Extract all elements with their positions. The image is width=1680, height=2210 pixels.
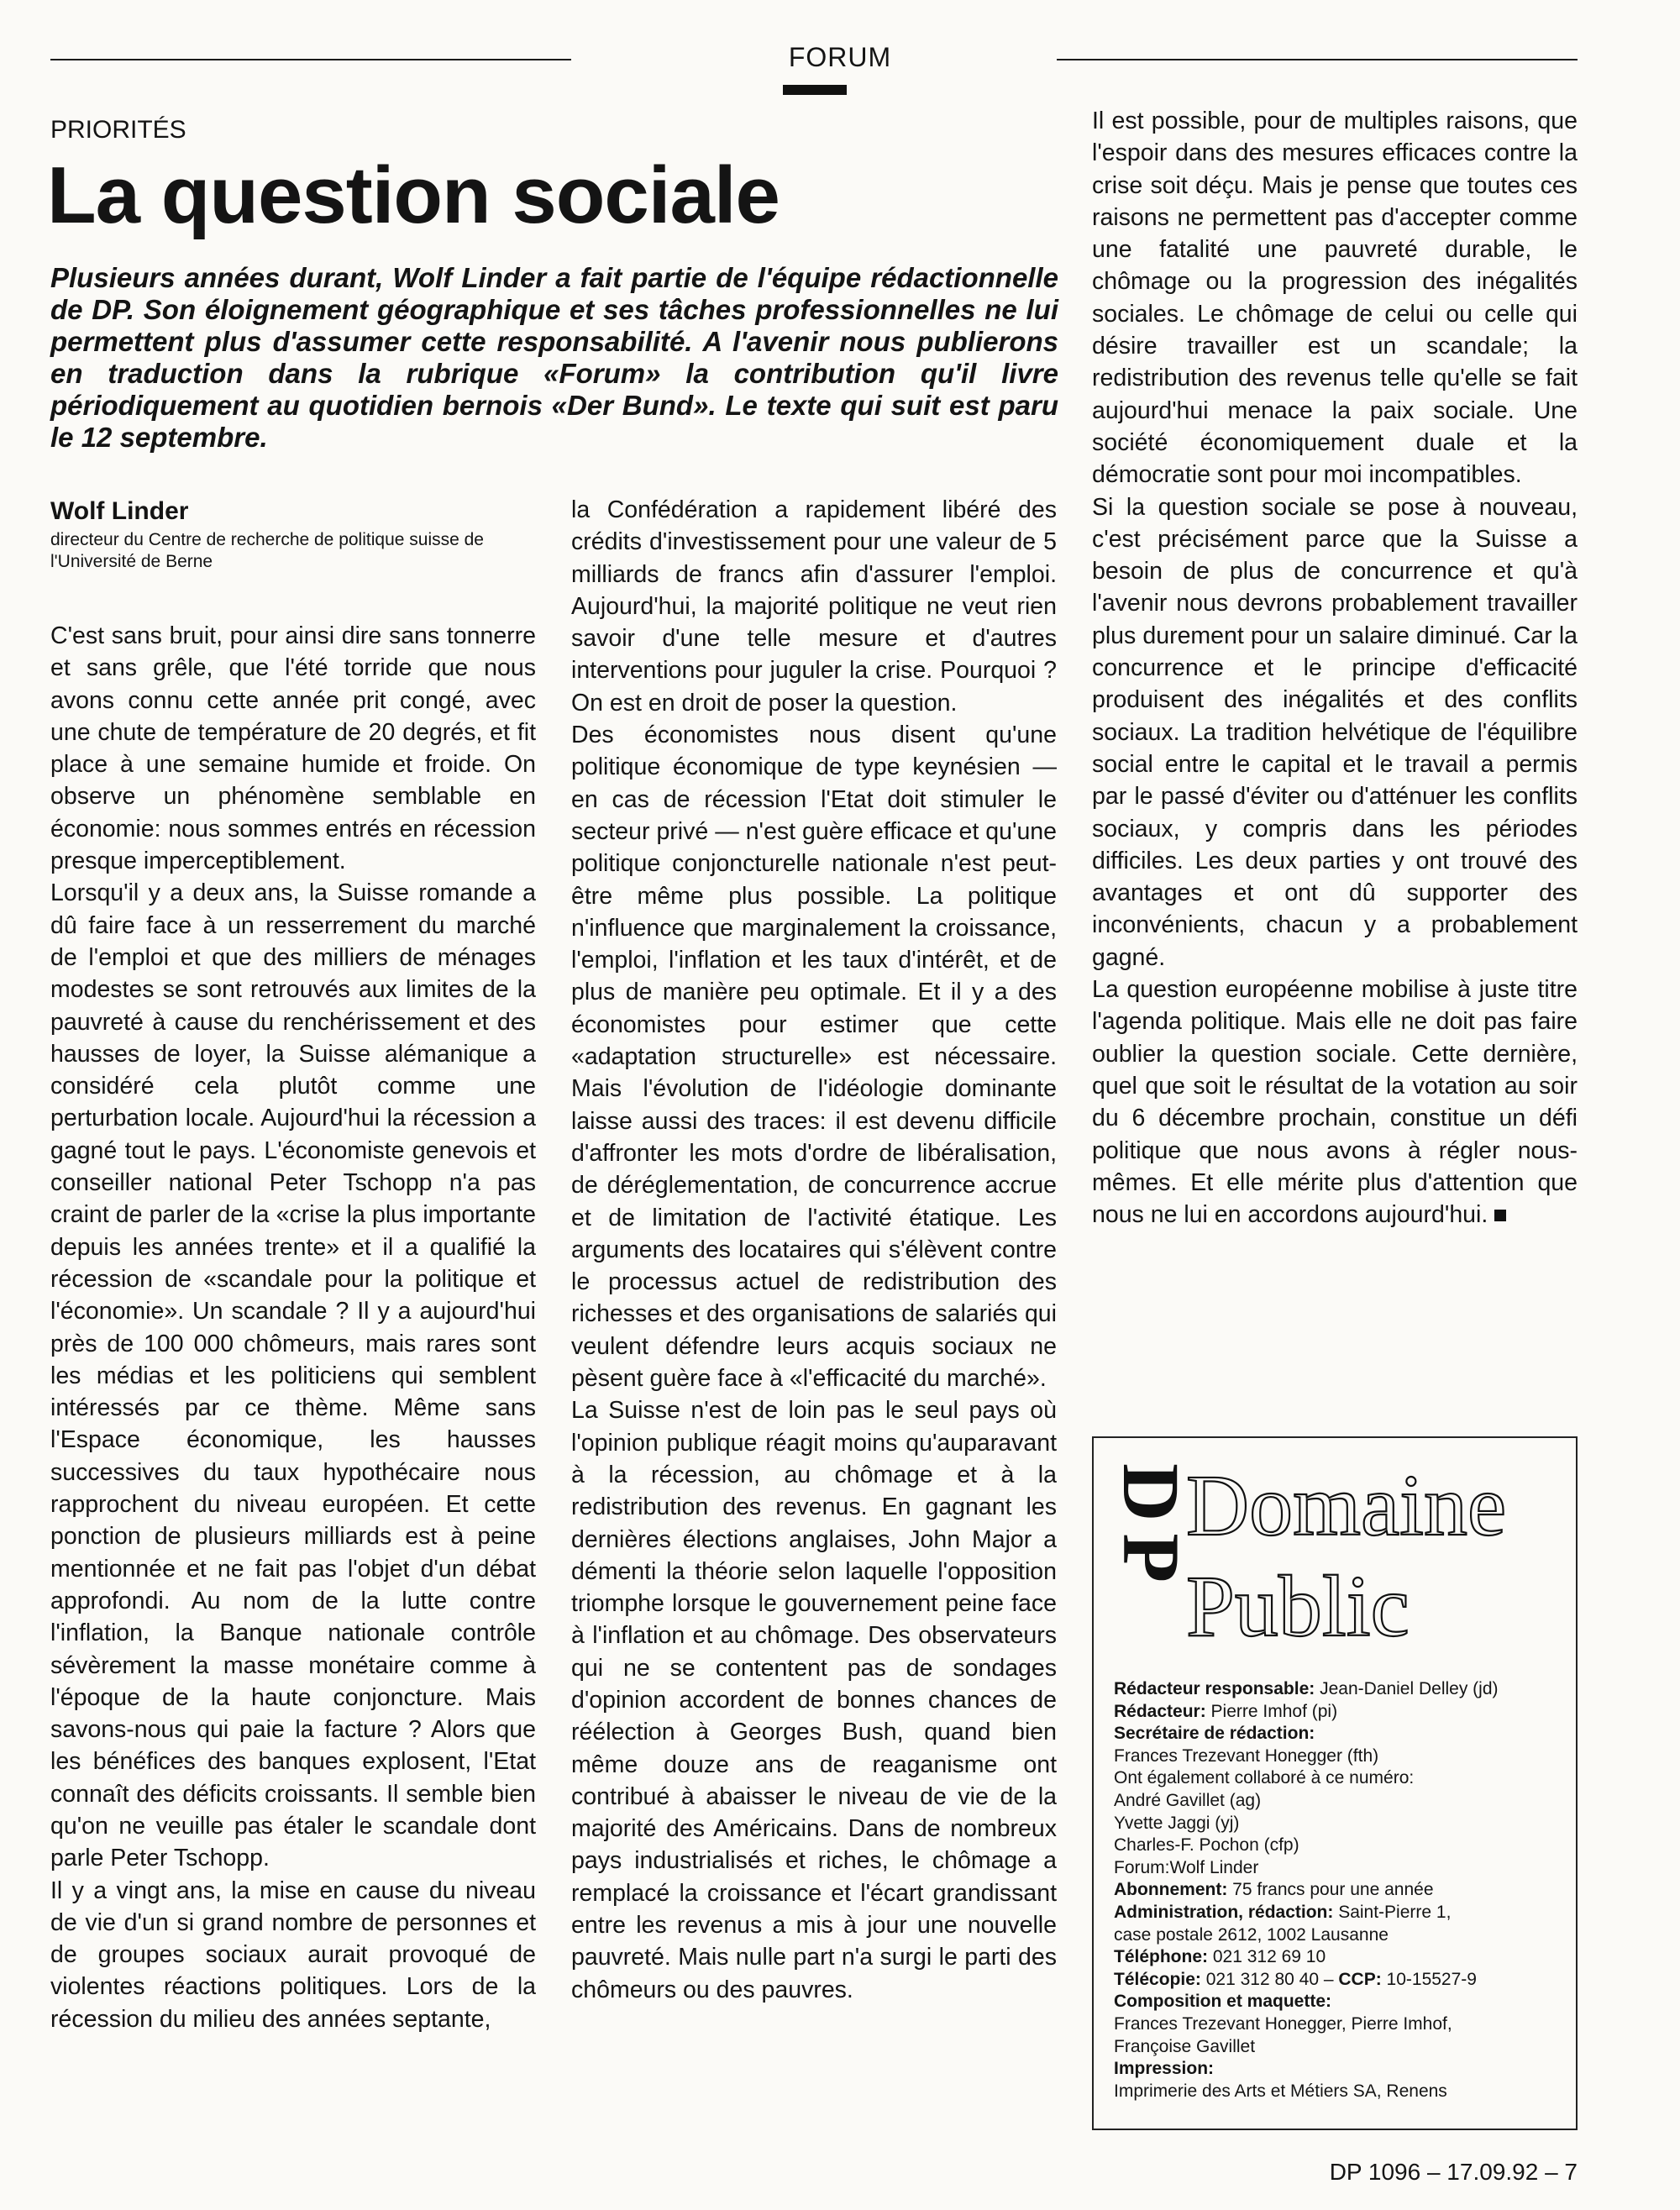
article-kicker: PRIORITÉS: [50, 116, 186, 144]
credit-line: André Gavillet (ag): [1114, 1790, 1262, 1810]
section-label: FORUM: [788, 42, 892, 72]
paragraph: Des économistes nous disent qu'une politique économique de type keynésien — en cas de récession l'Etat doit stimuler le secteur privé — n'est guère efficace et qu'une politique conjoncturelle nationale n'est peut-être même plus possible. La politique n'influence que marginalement la croissance, l'emploi, l'inflation et les taux d'intérêt, et de plus de manière peu optimale. Et il y a des économistes pour estimer que cette «adaptation structurelle» est nécessaire. Mais l'évolution de l'idéologie dominante laisse aussi des traces: il est devenu difficile d'affronter les mots d'ordre de libéralisation, de déréglementation, de concurrence accrue et de limitation de l'activité étatique. Les arguments des locataires qui s'élèvent contre le processus actuel de redistribution des richesses et des organisations de salariés qui veulent défendre leurs acquis sociaux ne pèsent guère face à «l'efficacité du marché».: [571, 722, 1057, 1393]
paragraph: C'est sans bruit, pour ainsi dire sans tonnerre et sans grêle, que l'été torride que nous avons connu cette année prit congé, avec une chute de température de 20 degrés, et fit place à une semaine humide et froide. On observe un phénomène semblable en économie: nous sommes entrés en récession presque imperceptiblement.: [50, 622, 536, 875]
credit-line: Secrétaire de rédaction:: [1114, 1724, 1315, 1744]
masthead-credits: [1114, 1678, 1567, 2102]
credit-line: Rédacteur responsable: Jean-Daniel Delley (jd): [1114, 1679, 1499, 1698]
credit-line: Imprimerie des Arts et Métiers SA, Renens: [1114, 2081, 1447, 2101]
credit-line: Téléphone: 021 312 69 10: [1114, 1947, 1326, 1967]
credit-line: Charles-F. Pochon (cfp): [1114, 1835, 1299, 1856]
credit-line: Impression:: [1114, 2059, 1215, 2079]
dp-logo-initials: [1106, 1455, 1196, 1656]
credit-line: Ont également collaboré à ce numéro:: [1114, 1768, 1415, 1788]
credit-line: Administration, rédaction: Saint-Pierre 1,: [1114, 1902, 1452, 1922]
credit-line: case postale 2612, 1002 Lausanne: [1114, 1924, 1389, 1945]
credit-line: Composition et maquette:: [1114, 1992, 1332, 2012]
credit-line: Forum:Wolf Linder: [1114, 1857, 1259, 1877]
paragraph: [1092, 974, 1578, 1231]
paragraph: Si la question sociale se pose à nouveau, c'est précisément parce que la Suisse a besoin de plus de concurrence et qu'à l'avenir nous devrons probablement travailler plus durement pour un salaire diminué. Car la concurrence et le principe d'efficacité produisent des inégalités et des conflits sociaux. La tradition helvétique de l'équilibre social entre le capital et le travail a permis par le passé d'éviter ou d'atténuer les conflits sociaux, y compris dans les périodes difficiles. Les deux parties y ont trouvé des avantages et ont dû supporter des inconvénients, chacun y a probablement gagné.: [1092, 493, 1578, 971]
credit-line: Frances Trezevant Honegger, Pierre Imhof,: [1114, 2013, 1452, 2034]
paragraph: La Suisse n'est de loin pas le seul pays où l'opinion publique réagit moins qu'auparavant à la récession, au chômage et à la redistribution des revenus. En gagnant les dernières élections anglaises, John Major a démenti la théorie selon laquelle l'opposition triomphe lorsque le gouvernement peine face à l'inflation et au chômage. Des observateurs qui ne se contentent pas de sondages d'opinion accordent de bonnes chances de réélection à Georges Bush, quand bien même douze ans de reaganisme ont contribué à abaisser le niveau de vie de la majorité des Américains. Dans de nombreux pays industrialisés et riches, le chômage a remplacé la croissance et l'écart grandissant entre les revenus a mis à jour une nouvelle pauvreté. Mais nulle part n'a surgi le parti des chômeurs ou des pauvres.: [571, 1397, 1057, 2003]
article-column-3: [1092, 105, 1578, 1231]
paragraph: la Confédération a rapidement libéré des crédits d'investissement pour une valeur de 5 milliards de francs afin d'assurer l'emploi. Aujourd'hui, la majorité politique ne veut rien savoir d'une telle mesure et d'autres interventions pour juguler la crise. Pourquoi ? On est en droit de poser la question.: [571, 496, 1057, 717]
credit-line: Françoise Gavillet: [1114, 2036, 1256, 2056]
article-title: La question sociale: [47, 150, 780, 240]
credit-line: Yvette Jaggi (yj): [1114, 1813, 1240, 1833]
domaine-public-logo: [1186, 1446, 1572, 1656]
paragraph: Il est possible, pour de multiples raisons, que l'espoir dans des mesures efficaces contre la crise soit déçu. Mais je pense que toutes ces raisons ne permettent pas d'accepter comme une fatalité une pauvreté durable, le chômage ou la progression des inégalités sociales. Le chômage de celui ou celle qui désire travailler est un scandale; la redistribution des revenus telle qu'elle se fait aujourd'hui menace la paix sociale. Une société économiquement duale et la démocratie sont pour moi incompatibles.: [1092, 108, 1578, 489]
logo-line-2: Public: [1186, 1558, 1410, 1655]
credit-line: Télécopie: 021 312 80 40 – CCP: 10-15527-9: [1114, 1969, 1477, 1989]
masthead-box: [1092, 1436, 1578, 2130]
credit-line: Frances Trezevant Honegger (fth): [1114, 1745, 1379, 1766]
logo-initials-text: DP: [1106, 1463, 1196, 1594]
credit-line: Rédacteur: Pierre Imhof (pi): [1114, 1701, 1338, 1721]
author-role: directeur du Centre de recherche de politique suisse de l'Université de Berne: [50, 530, 484, 571]
end-of-article-icon: [1494, 1210, 1506, 1221]
credit-line: Abonnement: 75 francs pour une année: [1114, 1880, 1434, 1900]
paragraph: Lorsqu'il y a deux ans, la Suisse romande a dû faire face à un resserrement du marché de l'emploi et que des milliers de ménages modestes se sont retrouvés aux limites de la pauvreté à cause du renchérissement et des hausses de loyer, la Suisse alémanique a considéré cela plutôt comme une perturbation locale. Aujourd'hui la récession a gagné tout le pays. L'économiste genevois et conseiller national Peter Tschopp n'a pas craint de parler de la «crise la plus importante depuis les années trente» et il a qualifié la récession de «scandale pour la politique et l'économie». Un scandale ? Il y a aujourd'hui près de 100 000 chômeurs, mais rares sont les médias et les politiciens qui semblent intéressés par ce thème. Même sans l'Espace économique, les hausses successives du taux hypothécaire nous rapprochent du niveau européen. Et cette ponction de plusieurs milliards est à peine mentionnée et ne fait pas l'objet d'un débat approfondi. Au nom de la lutte contre l'inflation, la Banque nationale contrôle sévèrement la masse monétaire comme à l'époque de la haute conjoncture. Mais savons-nous qui paie la facture ? Alors que les bénéfices des banques explosent, l'Etat connaît des déficits croissants. Il semble bien qu'on ne veuille pas étaler le scandale dont parle Peter Tschopp.: [50, 879, 536, 1872]
article-intro: Plusieurs années durant, Wolf Linder a fait partie de l'équipe rédactionnelle de DP. Son éloignement géographique et ses tâches professionnelles ne lui permettent plus d'assumer cette responsabilité. A l'avenir nous publierons en traduction dans la rubrique «Forum» la contribution qu'il livre périodiquement au quotidien bernois «Der Bund». Le texte qui suit est paru le 12 septembre.: [50, 262, 1058, 453]
logo-line-1: Domaine: [1186, 1457, 1507, 1554]
article-column-2: [571, 494, 1057, 2006]
paragraph-text: La question européenne mobilise à juste titre l'agenda politique. Mais elle ne doit pas faire oublier la question sociale. Cette dernière, quel que soit le résultat de la votation au soir du 6 décembre prochain, constitue un défi politique que nous avons à régler nous-mêmes. Et elle mérite plus d'attention que nous ne lui en accordons aujourd'hui.: [1092, 976, 1578, 1229]
paragraph: Il y a vingt ans, la mise en cause du niveau de vie d'un si grand nombre de personnes et de groupes sociaux aurait provoqué de violentes réactions politiques. Lors de la récession du milieu des années septante,: [50, 1877, 536, 2033]
article-column-1: [50, 620, 536, 2035]
page-footer-issue: DP 1096 – 17.09.92 – 7: [1329, 2159, 1578, 2185]
section-tab-marker: [783, 85, 847, 95]
author-name: Wolf Linder: [50, 497, 189, 525]
